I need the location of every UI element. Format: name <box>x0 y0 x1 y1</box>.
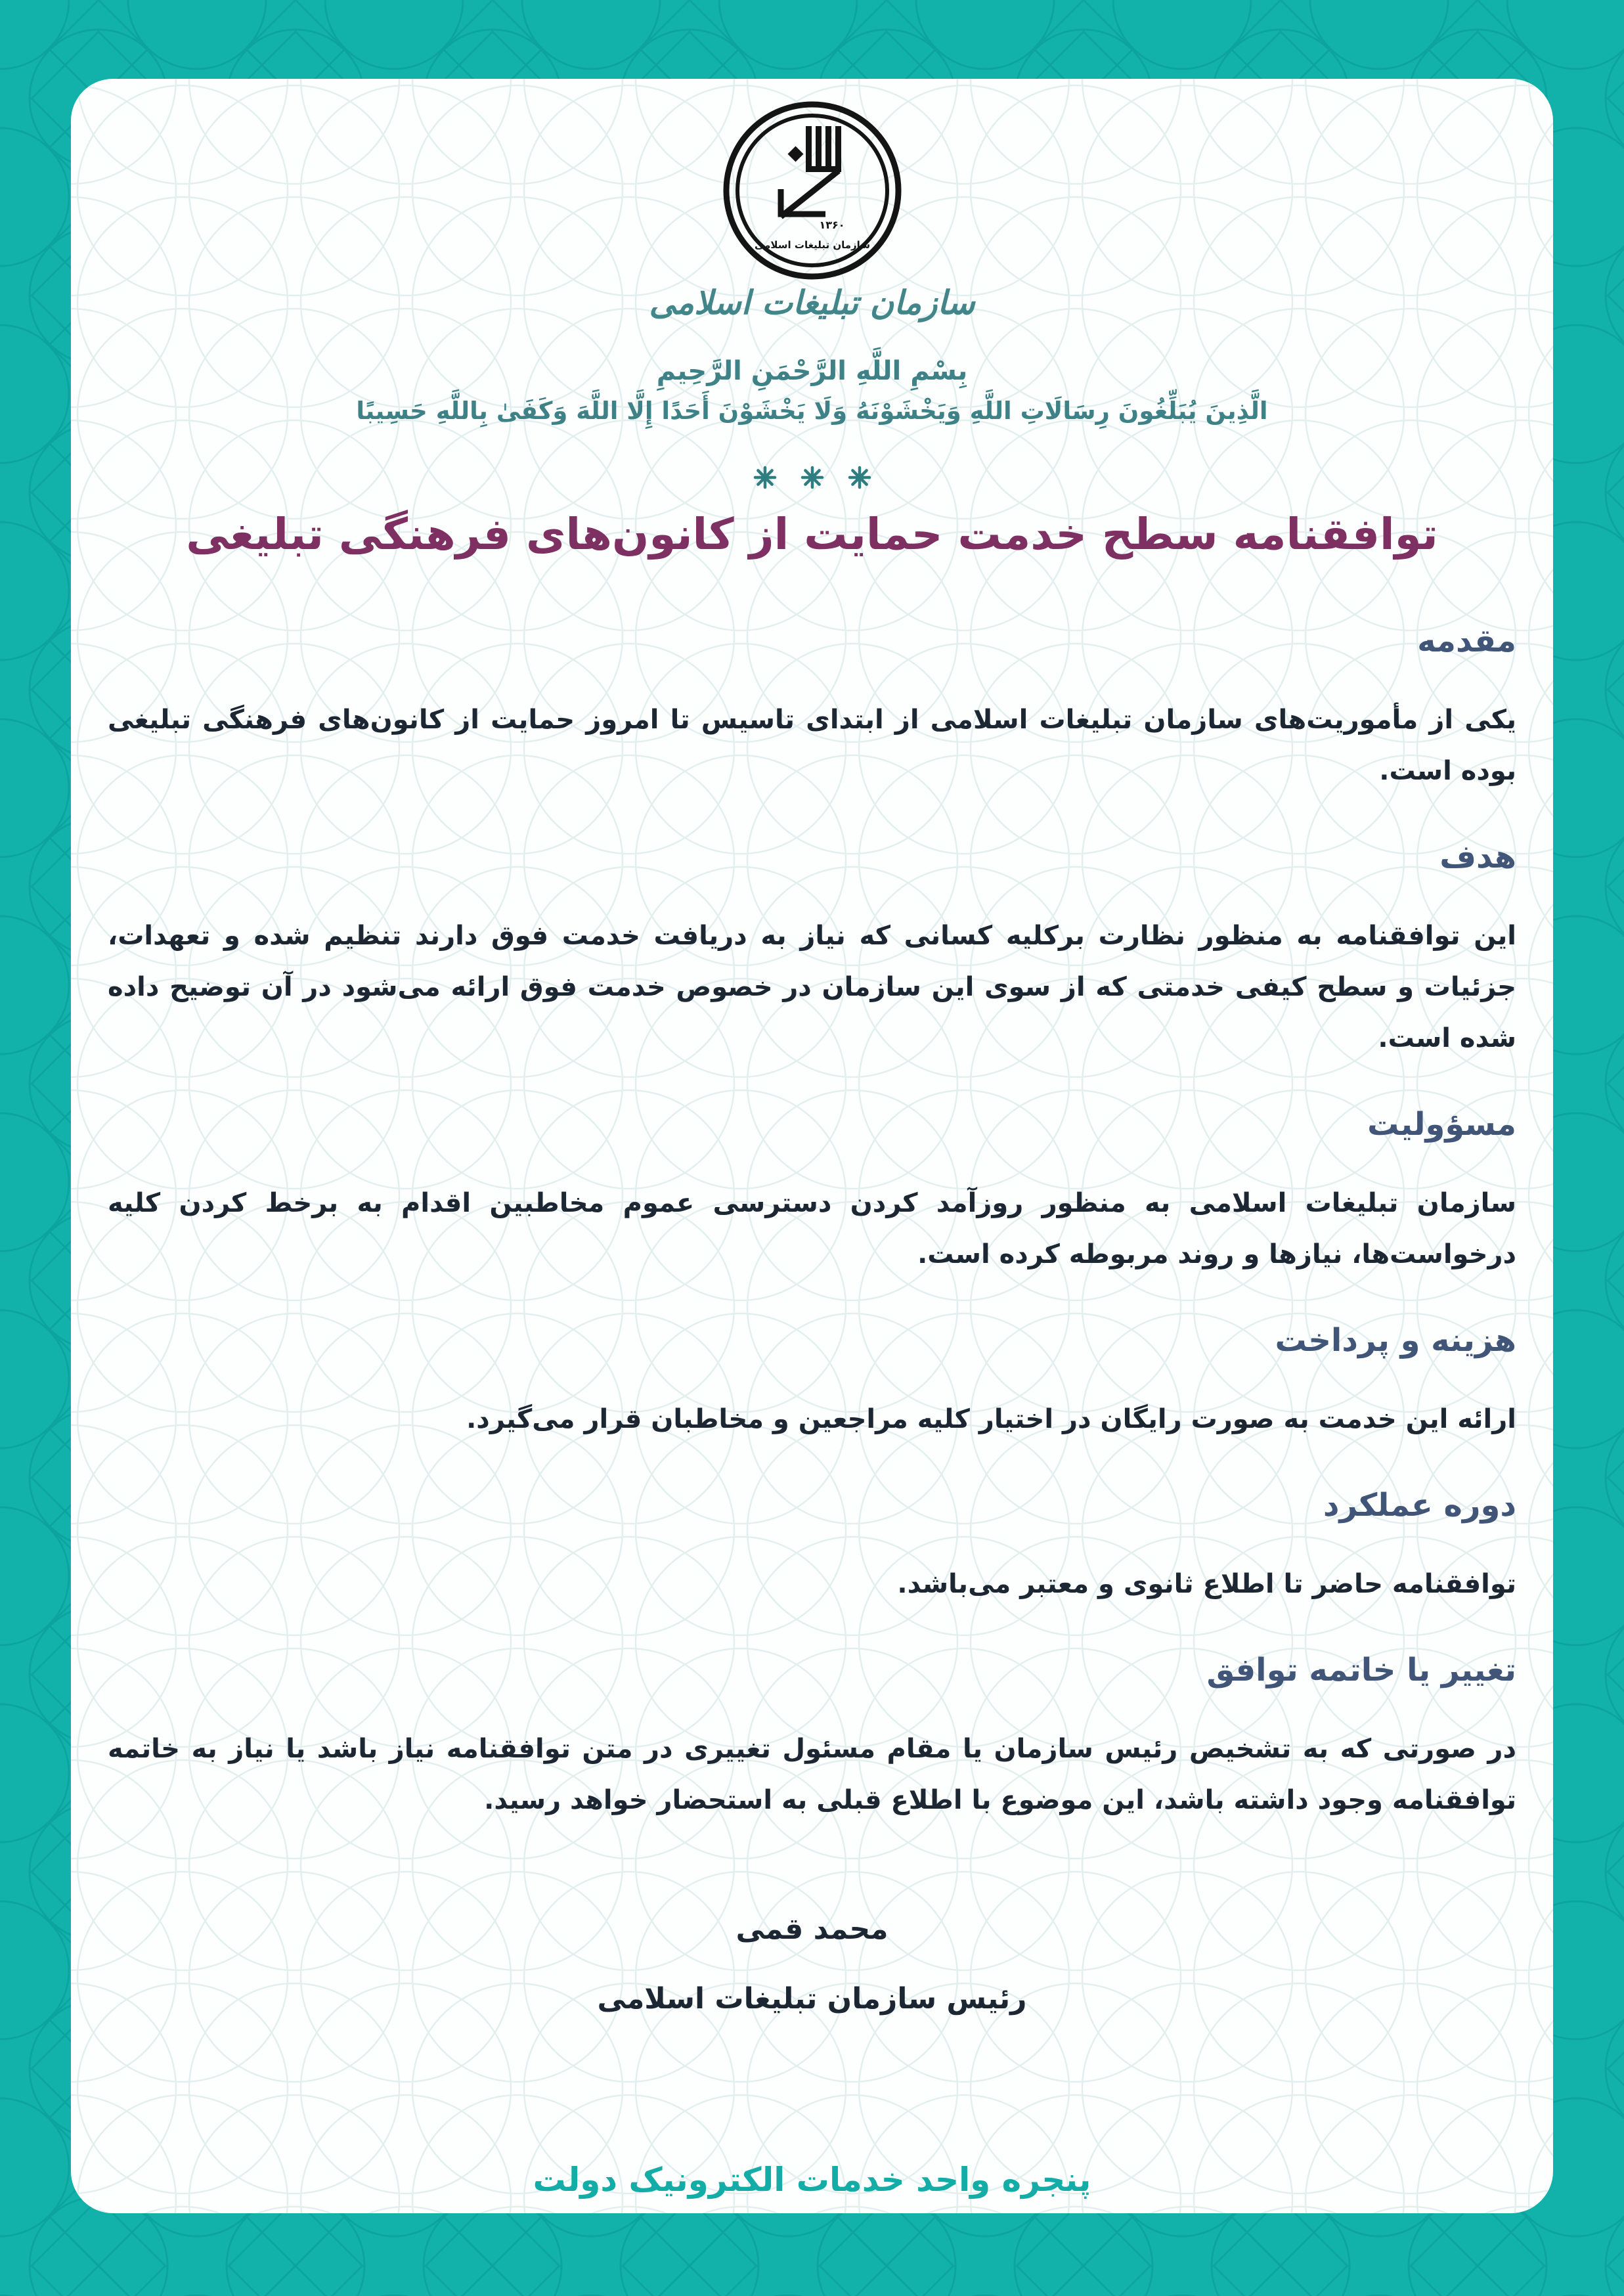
emblem-inner-text: سازمان تبلیغات اسلامی <box>754 239 870 251</box>
document-content <box>71 79 1553 2213</box>
separator-stars-icon <box>740 463 885 492</box>
signatory-name: محمد قمی <box>735 1912 889 1946</box>
org-emblem <box>720 99 904 282</box>
footer-banner: پنجره واحد خدمات الکترونیک دولت <box>533 2161 1091 2199</box>
page-title: توافقنامه سطح خدمت حمایت از کانون‌های فرهنگی تبلیغی <box>186 509 1438 560</box>
section-introduction <box>108 620 1516 797</box>
org-calligraphy: سازمان تبلیغات اسلامی <box>649 284 975 322</box>
bismillah-text: بِسْمِ اللَّهِ الرَّحْمَنِ الرَّحِيمِ <box>656 356 968 386</box>
section-heading: مقدمه <box>1417 623 1516 659</box>
emblem-year: ۱۳۶۰ <box>818 219 845 231</box>
section-responsibility <box>108 1103 1516 1280</box>
quran-verse: الَّذِينَ يُبَلِّغُونَ رِسَالَاتِ اللَّهِ وَيَخْشَوْنَهُ وَلَا يَخْشَوْنَ أَحَدًا إِلَّا اللَّهَ وَكَفَىٰ بِاللَّهِ حَسِيبًا <box>356 397 1268 425</box>
section-body: یکی از مأموریت‌های سازمان تبلیغات اسلامی از ابتدای تاسیس تا امروز حمایت از کانون‌های فرهنگی تبلیغی بوده است. <box>108 705 1516 786</box>
section-body: ارائه این خدمت به صورت رایگان در اختیار کلیه مراجعین و مخاطبان قرار می‌گیرد. <box>466 1404 1516 1434</box>
section-goal <box>108 836 1516 1064</box>
section-heading: هدف <box>1439 839 1516 875</box>
allah-kufic-mark-icon <box>781 126 841 217</box>
document-card <box>71 79 1553 2213</box>
section-cost-and-payment <box>108 1319 1516 1445</box>
section-body: سازمان تبلیغات اسلامی به منظور روزآمد کردن دسترسی عموم مخاطبین اقدام به برخط کردن کلیه درخواست‌ها، نیازها و روند مربوطه کرده است. <box>108 1188 1516 1269</box>
section-heading: مسؤولیت <box>1367 1106 1516 1143</box>
signatory-role: رئیس سازمان تبلیغات اسلامی <box>597 1982 1027 2016</box>
section-body: این توافقنامه به منظور نظارت برکلیه کسانی که نیاز به دریافت خدمت فوق دارند تنظیم شده و تعهدات، جزئیات و سطح کیفی خدمتی که از سوی این سازمان در خصوص خدمت فوق ارائه می‌شود در آن توضیح داده شده است. <box>108 921 1516 1053</box>
section-heading: دوره عملکرد <box>1323 1487 1516 1524</box>
section-change-or-termination <box>108 1649 1516 1826</box>
section-performance-period <box>108 1484 1516 1610</box>
section-heading: هزینه و پرداخت <box>1275 1322 1516 1359</box>
signature-block <box>108 1912 1516 2016</box>
section-body: در صورتی که به تشخیص رئیس سازمان یا مقام مسئول تغییری در متن توافقنامه نیاز باشد یا نیاز به خاتمه توافقنامه وجود داشته باشد، این موضوع با اطلاع قبلی به استحضار خواهد رسید. <box>108 1734 1516 1815</box>
section-heading: تغییر یا خاتمه توافق <box>1206 1652 1516 1689</box>
section-body: توافقنامه حاضر تا اطلاع ثانوی و معتبر می‌باشد. <box>897 1569 1516 1599</box>
